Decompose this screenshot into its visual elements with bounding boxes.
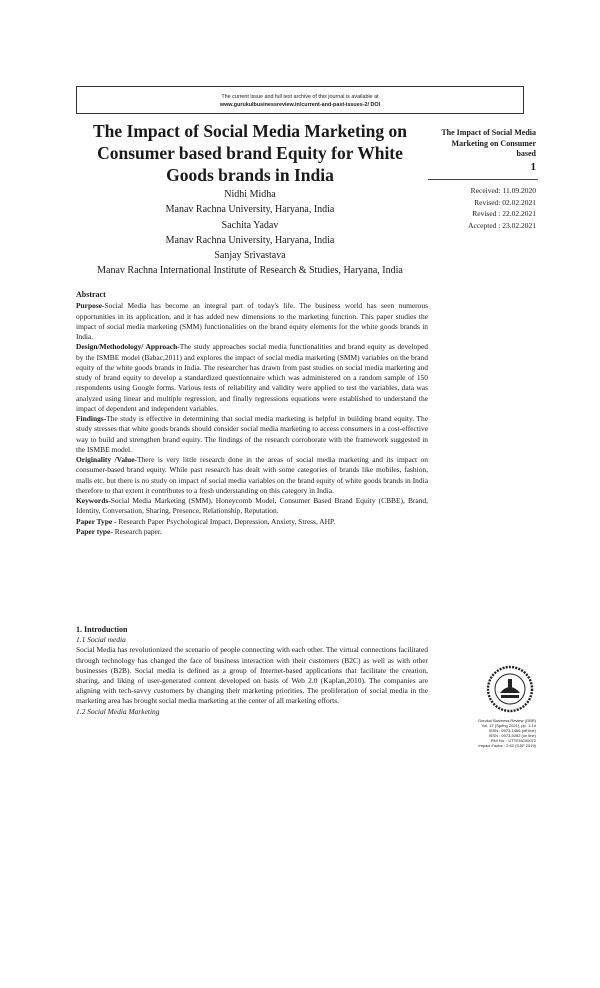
journal-availability-notice <box>76 86 524 114</box>
journal-impact-factor: Impact Factor : 2.62 (SJIF 2019) <box>478 743 536 748</box>
section-heading: 1. Introduction <box>76 625 128 634</box>
abstract-findings <box>76 414 428 455</box>
journal-issn-online: ISSN : 0973-9262 (on line) <box>488 733 536 738</box>
revised-date: Revised : 22.02.2021 <box>472 209 536 218</box>
keywords-label: Keywords- <box>76 496 111 505</box>
author-name: Nidhi Midha <box>224 189 276 200</box>
author-affiliation: Manav Rachna International Institute of Research & Studies, Haryana, India <box>97 265 403 277</box>
abstract-heading: Abstract <box>76 290 106 299</box>
design-label: Design/Methodology/ Approach- <box>76 342 180 352</box>
journal-rni: RNI No. : UTTENG00072 <box>490 738 536 743</box>
received-date: Received: 11.09.2020 <box>470 186 536 195</box>
originality-label: Originality /Value- <box>76 455 138 464</box>
introduction-section <box>76 625 428 717</box>
findings-label: Findings- <box>76 414 107 423</box>
abstract-paper-type <box>76 527 428 537</box>
introduction-paragraph: Social Media has revolutionized the scenario of people connecting with each other. The virtual connections facilitated through technology has changed the face of business interaction with their customers (B2C) as well as with other businesses (B2B). Social media is defined as a group of Internet-based applications that facilitate the creation, sharing, and liking of user-generated content developed on basis of Web 2.0 (Kaplan,2010). The companies are aligning with tech-savvy customers by changing their marketing priorities. The proliferation of social media in the marketing area has brought social media marketing at the center of all marketing efforts. <box>76 645 428 706</box>
sidebar-divider <box>428 179 538 180</box>
author-affiliation: Manav Rachna University, Haryana, India <box>165 234 335 246</box>
abstract-design <box>76 342 428 414</box>
subsection-heading: 1.1 Social media <box>76 635 126 645</box>
paper-title: The Impact of Social Media Marketing on Consumer based brand Equity for White Goods brands in India <box>92 121 407 185</box>
journal-name: Gurukul Business Review (GBR) <box>477 718 536 723</box>
findings-text: The study is effective in determining that social media marketing is helpful in building brand equity. The study stresses that white goods brands should consider social media marketing to access consumers in a cost-effective way to build and strengthen brand equity. The findings of the research corroborate with the framework suggested in the ISMBE model. <box>76 414 428 454</box>
originality-text: There is very little research done in the areas of social media marketing and its impact on consumer-based brand equity. While past research has dealt with some categories of brands like mobiles, fashion, malls etc. but there is no study on impact of social media variables on the brand equity of white goods brands in India therefore to that extent it contributes to a fresh understanding on this category in India. <box>76 455 428 495</box>
journal-issn-offline: ISSN : 0973-1466 (off line) <box>488 728 536 733</box>
paper-type-label: Paper type- <box>76 526 113 536</box>
paper-type-text: Research Paper Psychological Impact, Depression, Anxiety, Stress, AHP. <box>116 516 336 526</box>
submission-dates <box>434 185 536 231</box>
abstract-originality <box>76 455 428 496</box>
page-number: 1 <box>530 161 536 173</box>
purpose-label: Purpose- <box>76 301 105 311</box>
abstract-section <box>76 290 428 537</box>
author-name: Sachita Yadav <box>221 219 279 231</box>
design-text: The study approaches social media functionalities and brand equity as developed by the ISMBE model (Babac,2011) and explores the impact of social media marketing (SMM) variables on the brand equity of the white goods brands in India. The researcher has drawn from past studies on social media marketing and study of brand equity to develop a standardized questionnaire which was administered on a random sample of 150 respondents using Google forms. Various tests of reliability and validity were applied to test the variables, data was analyzed using linear and multiple regression, and finally regressions equations were established to understand the impact of dependent and independent variables. <box>76 342 428 413</box>
author-list <box>76 187 424 279</box>
purpose-text: Social Media has become an integral part of today's life. The business world has seen numerous opportunities in its application, and it has added new dimensions to the marketing function. This paper studies the impact of social media marketing (SMM) functionalities on the brand equity elements for the white goods brands in India. <box>76 301 428 341</box>
author-affiliation: Manav Rachna University, Haryana, India <box>165 204 335 216</box>
abstract-purpose <box>76 301 428 342</box>
accepted-date: Accepted : 23.02.2021 <box>468 220 536 230</box>
subsection-heading: 1.2 Social Media Marketing <box>76 706 160 716</box>
journal-info <box>452 718 536 748</box>
abstract-keywords <box>76 496 428 517</box>
journal-url-link[interactable]: www.gurukulbusinessreview.in/current-and-past-issues-2/ DOI <box>219 102 381 108</box>
revised-date: Revised: 02.02.2021 <box>474 197 536 207</box>
keywords-text: Social Media Marketing (SMM), Honeycomb Model, Consumer Based Brand Equity (CBBE), Brand, Identity, Conversation, Sharing, Presence, Relationship, Reputation. <box>76 496 428 516</box>
notice-text: The current issue and full text archive of this journal is available at <box>221 94 379 100</box>
university-seal-icon <box>486 665 534 713</box>
abstract-paper-type <box>76 517 428 527</box>
author-name: Sanjay Srivastava <box>214 250 286 262</box>
journal-volume: Vol. 17 (Spring 2021), pp. 1-14 <box>481 723 536 728</box>
paper-type-label: Paper Type - <box>76 516 117 526</box>
paper-type-text: Research paper. <box>112 526 162 536</box>
running-title: The Impact of Social Media Marketing on Consumer based <box>441 128 536 158</box>
